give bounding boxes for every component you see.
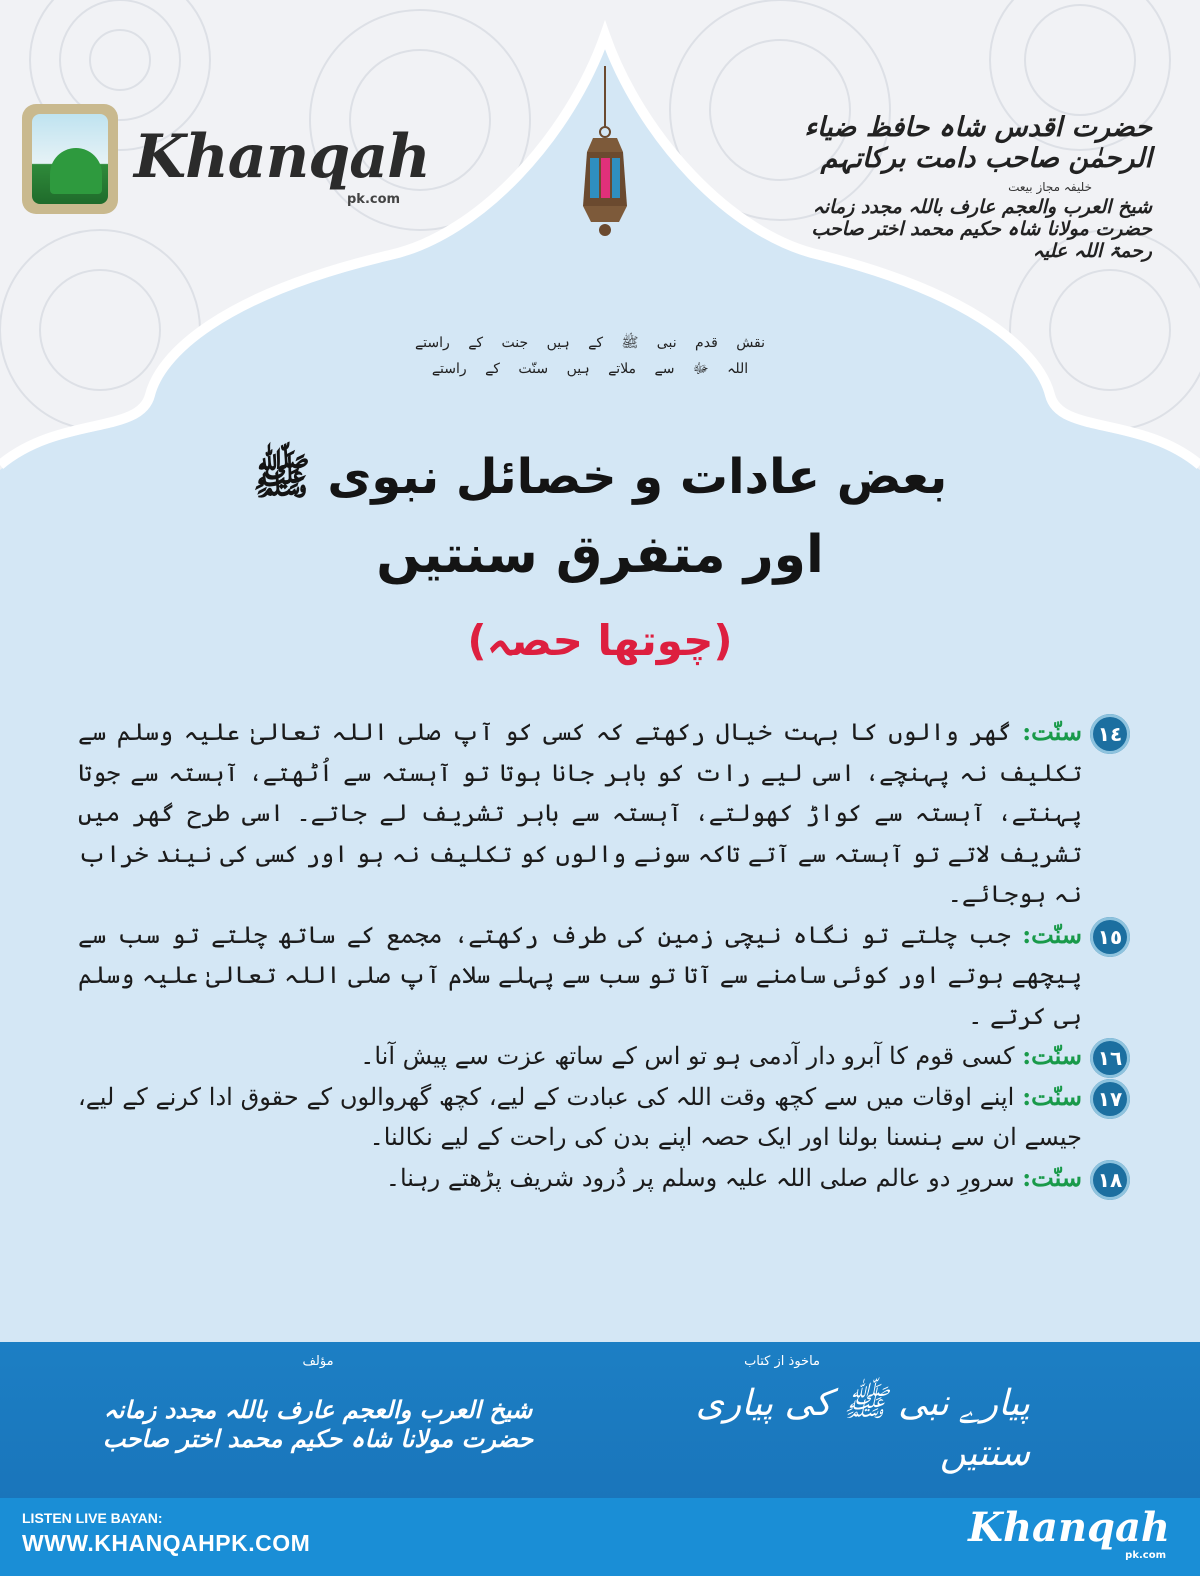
logo-wordmark: Khanqah — [134, 122, 430, 192]
source-label: ماخوذ از کتاب — [744, 1354, 820, 1369]
footer-logo-domain: pk.com — [1125, 1550, 1166, 1561]
poetry-verse — [380, 330, 800, 382]
sunnah-list — [78, 712, 1130, 1198]
item-label: سنّت: — [1022, 1081, 1082, 1111]
bottom-bar — [0, 1498, 1200, 1576]
item-label: سنّت: — [1022, 717, 1082, 746]
item-number-badge: ١٤ — [1090, 714, 1130, 754]
listen-live-label: LISTEN LIVE BAYAN: — [22, 1510, 163, 1526]
page-title: بعض عادات و خصائل نبوی ﷺ — [252, 449, 948, 505]
website-link[interactable]: WWW.KHANQAHPK.COM — [22, 1530, 311, 1556]
item-label: سنّت: — [1022, 919, 1082, 949]
header-signature — [792, 112, 1152, 262]
item-text: کسی قوم کا آبرو دار آدمی ہو تو اس کے ساتھ عزت سے پیش آنا۔ — [360, 1042, 1015, 1070]
part-label: (چوتھا حصہ) — [467, 616, 733, 665]
book-title: پیارے نبی ﷺ کی پیاری سنتیں — [695, 1383, 1030, 1474]
item-number-badge: ١٧ — [1090, 1079, 1130, 1119]
list-item — [78, 1036, 1130, 1077]
page-subtitle: اور متفرق سنتیں — [376, 525, 824, 585]
book-author — [78, 1354, 558, 1453]
verse-line-1: نقش قدم نبی ﷺ کے ہیں جنت کے راستے — [414, 335, 766, 351]
madina-dome-image — [22, 104, 118, 214]
header-name: حضرت اقدس شاہ حافظ ضیاء الرحمٰن صاحب دامت برکاتہم — [804, 112, 1152, 174]
author-name: شیخ العرب والعجم عارف باللہ مجدد زمانہ حضرت مولانا شاہ حکیم محمد اختر صاحب — [102, 1395, 534, 1453]
header-caption: خلیفہ مجاز بیعت — [1008, 180, 1092, 194]
book-source — [610, 1354, 1030, 1474]
author-label: مؤلف — [302, 1354, 334, 1369]
header-teacher: شیخ العرب والعجم عارف باللہ مجدد زمانہ حضرت مولانا شاہ حکیم محمد اختر صاحب رحمۃ اللہ علیہ — [811, 196, 1152, 262]
list-item — [78, 1077, 1130, 1158]
khanqah-logo[interactable] — [22, 104, 430, 224]
list-item — [78, 712, 1130, 915]
item-text: اپنے اوقات میں سے کچھ وقت اللہ کی عبادت کے لیے، کچھ گھروالوں کے حقوق ادا کرنے کے لیے، جیسے ان سے ہنسنا بولنا اور ایک حصہ اپنے بدن کی راحت کے لیے نکالنا۔ — [78, 1082, 1082, 1151]
item-number-badge: ١٦ — [1090, 1038, 1130, 1078]
item-number-badge: ١٥ — [1090, 917, 1130, 957]
item-text: سرورِ دو عالم صلی اللہ علیہ وسلم پر دُرود شریف پڑھتے رہنا۔ — [385, 1163, 1015, 1192]
source-footer — [0, 1342, 1200, 1498]
item-number-badge: ١٨ — [1090, 1160, 1130, 1200]
logo-domain: pk.com — [347, 192, 401, 207]
item-text: جب چلتے تو نگاہ نیچی زمین کی طرف رکھتے، مجمع کے ساتھ چلتے تو سب سے پیچھے ہوتے اور کوئی سامنے سے آتا تو سب سے پہلے سلام آپ صلی اللہ تعالیٰ علیہ وسلم ہی کرتے ۔ — [78, 920, 1082, 1030]
lantern-icon — [575, 66, 635, 246]
list-item — [78, 915, 1130, 1037]
footer-logo[interactable]: Khanqah — [968, 1504, 1170, 1551]
item-label: سنّت: — [1022, 1162, 1082, 1192]
item-text: گھر والوں کا بہت خیال رکھتے کہ کسی کو آپ صلی اللہ تعالیٰ علیہ وسلم سے تکلیف نہ پہنچے، اسی لیے رات کو باہر جانا ہوتا تو آہستہ سے اُٹھتے، آہستہ سے جوتا پہنتے، آہستہ سے کواڑ کھولتے، آہستہ سے باہر تشریف لے جاتے۔ اسی طرح گھر میں تشریف لاتے تو آہستہ سے آتے تاکہ سونے والوں کو تکلیف نہ ہو اور کسی کی نیند خراب نہ ہوجائے۔ — [78, 718, 1082, 908]
verse-line-2: اللہ ﷻ سے ملاتے ہیں سنّت کے راستے — [431, 361, 749, 377]
item-label: سنّت: — [1022, 1041, 1082, 1070]
list-item — [78, 1158, 1130, 1199]
